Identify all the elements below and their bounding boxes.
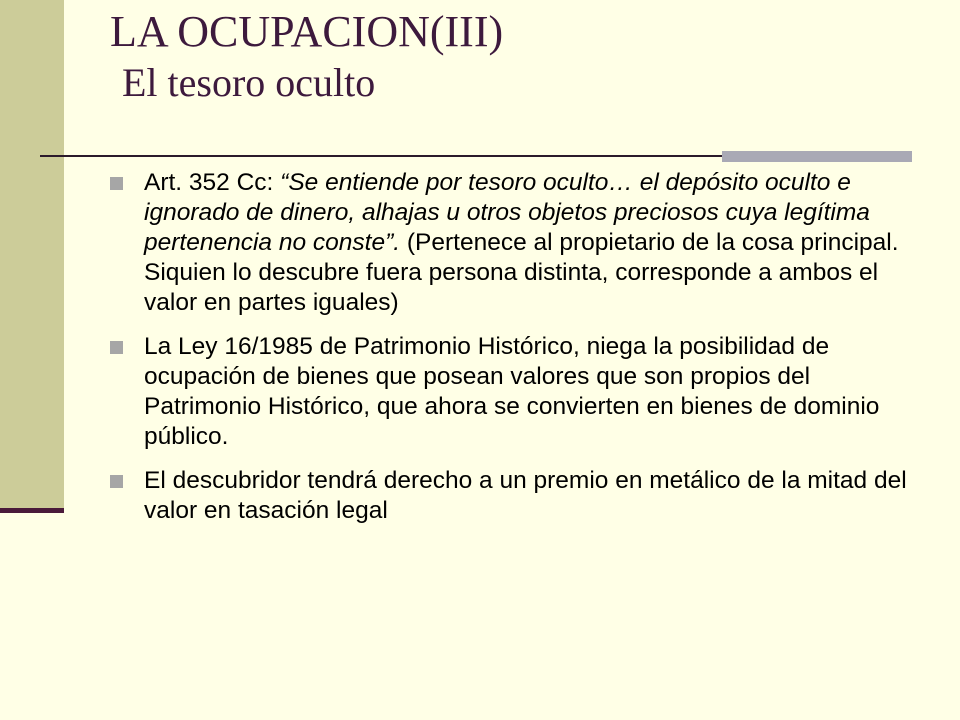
slide-body [110,168,910,540]
title-line-1: LA OCUPACION(III) [110,7,504,56]
bullet-3-text: El descubridor tendrá derecho a un premio en metálico de la mitad del valor en tasación legal [144,467,907,524]
bullet-1-quote: “Se entiende por tesoro oculto… el depósito oculto e ignorado de dinero, alhajas u otros objetos preciosos cuya legítima pertenencia no conste”. [144,169,870,256]
square-bullet-icon [110,475,123,488]
title-line-2: El tesoro oculto [122,59,376,105]
left-band-rule [0,508,64,513]
square-bullet-icon [110,341,123,354]
bullet-2-text: La Ley 16/1985 de Patrimonio Histórico, niega la posibilidad de ocupación de bienes que posean valores que son propios del Patrimonio Histórico, que ahora se convierten en bienes de dominio público. [144,333,880,450]
title-divider-accent [722,151,912,158]
left-decorative-band [0,0,64,512]
square-bullet-icon [110,177,123,190]
bullet-item-ley-patrimonio [110,332,910,452]
bullet-1-prefix: Art. 352 Cc: [144,169,281,196]
title-divider-accent-lower [722,158,912,162]
bullet-item-descubridor [110,466,910,526]
bullet-1-suffix: (Pertenece al propietario de la cosa principal. Siquien lo descubre fuera persona distinta, corresponde a ambos el valor en partes iguales) [144,229,899,316]
slide-title [110,6,910,107]
bullet-item-art-352 [110,168,910,318]
